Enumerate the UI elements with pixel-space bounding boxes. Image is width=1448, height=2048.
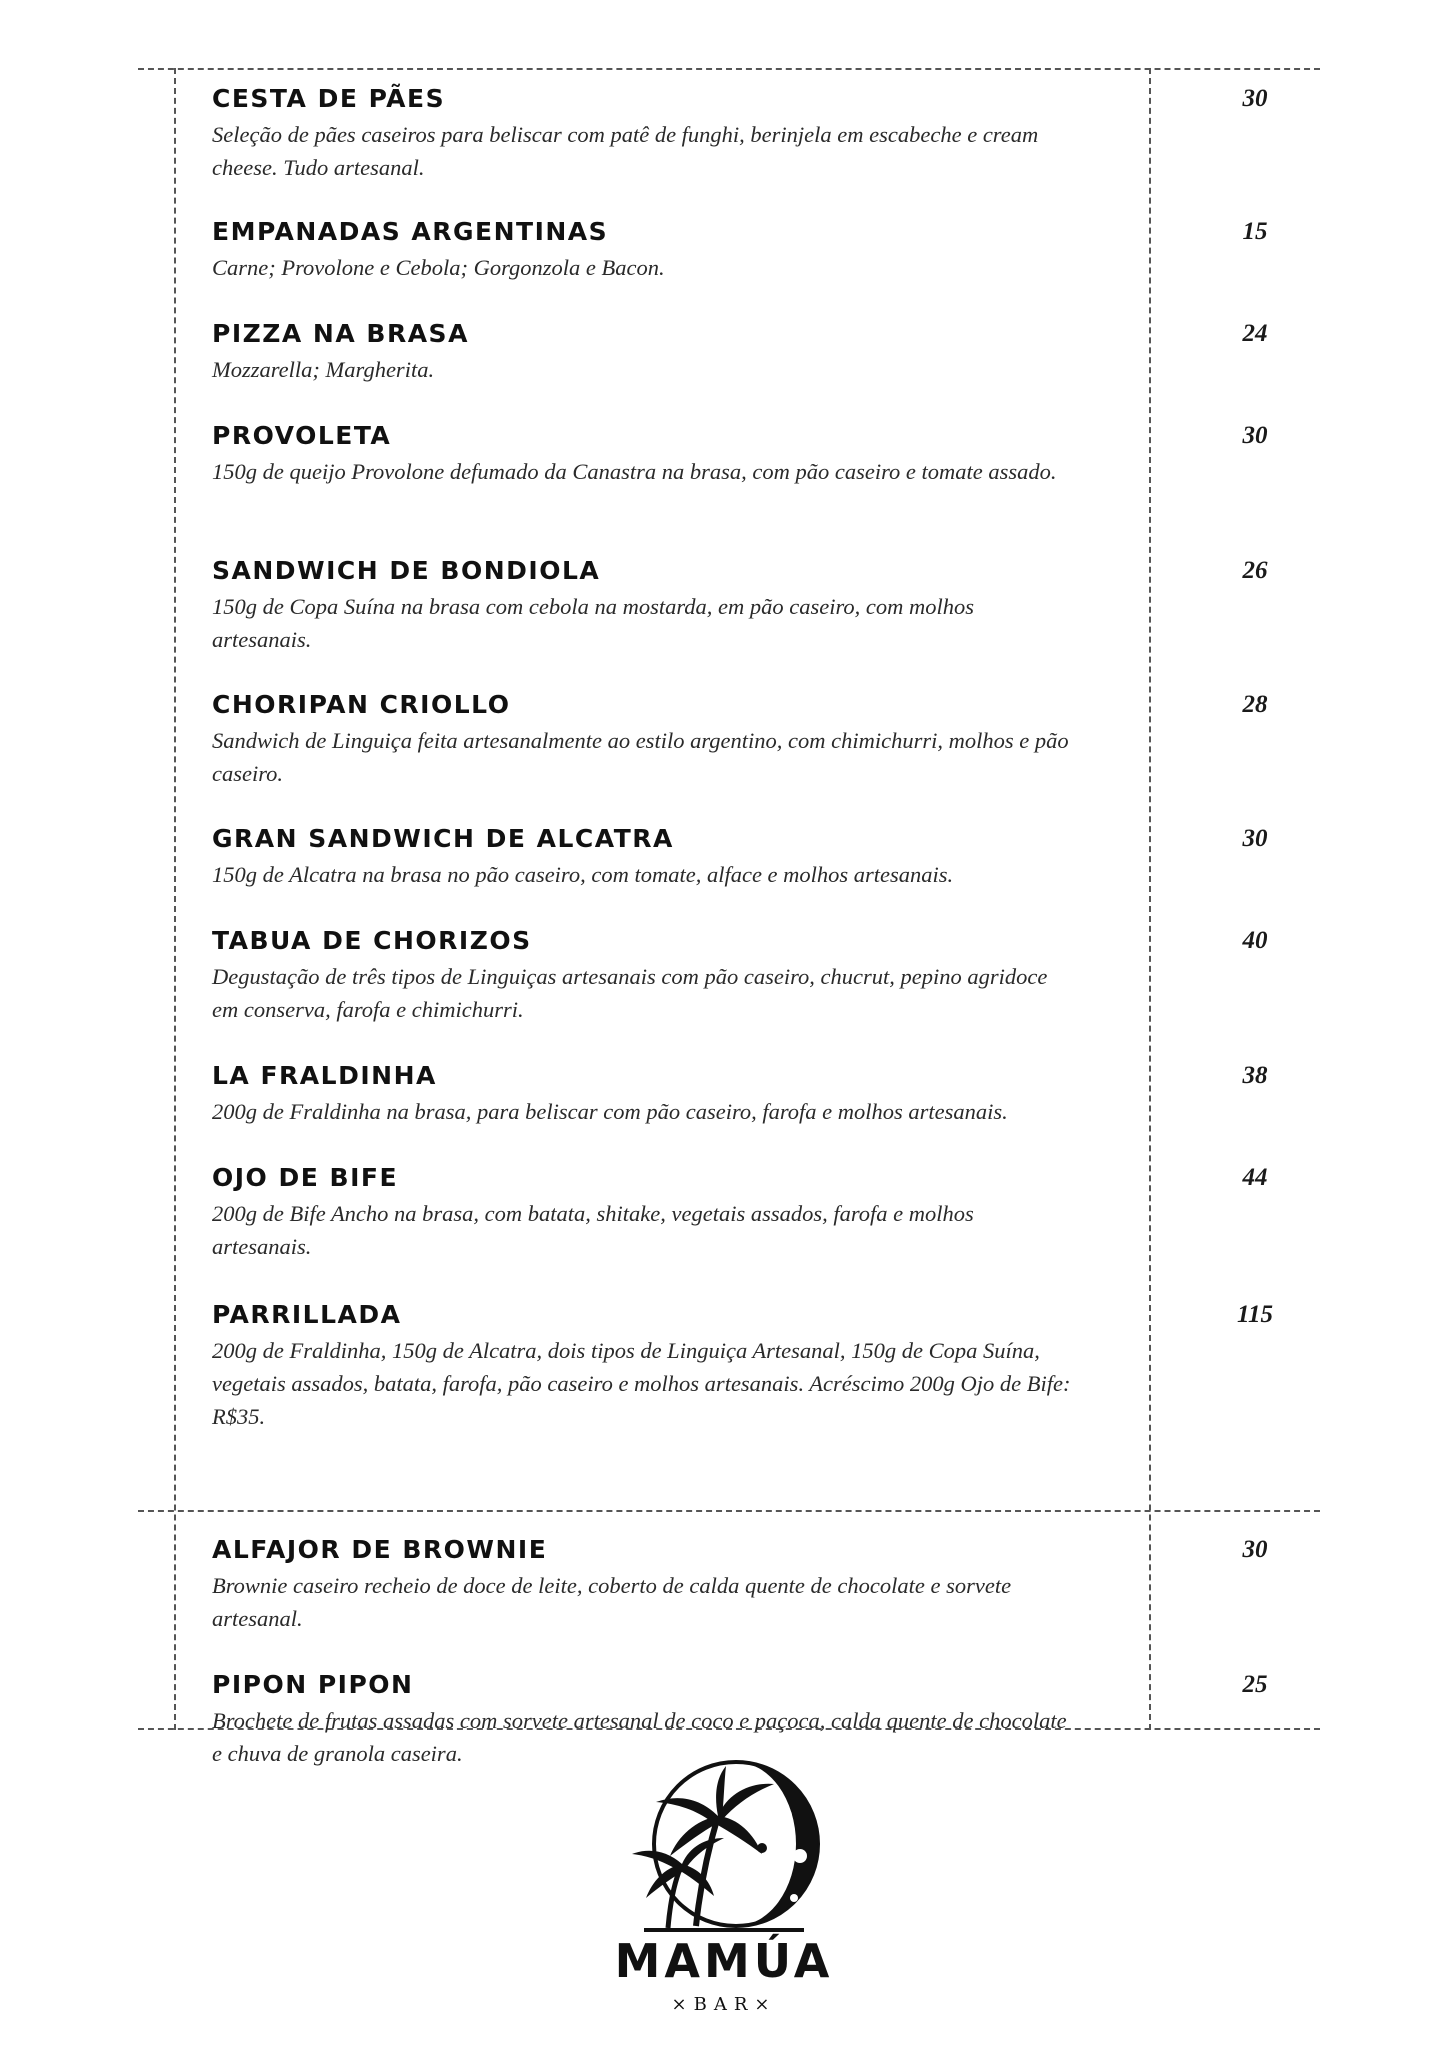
item-price: 15 [1242,218,1268,245]
item-price: 115 [1236,1301,1274,1328]
moon-palm-icon [604,1758,844,1938]
item-price: 30 [1242,85,1268,112]
item-name: EMPANADAS ARGENTINAS [212,217,609,246]
item-description: 150g de Alcatra na brasa no pão caseiro, com tomate, alface e molhos artesanais. [212,862,954,887]
item-description: 200g de Fraldinha na brasa, para beliscar com pão caseiro, farofa e molhos artesanais. [212,1099,1008,1124]
item-description: 150g de Copa Suína na brasa com cebola na mostarda, em pão caseiro, com molhos artesanais. [212,594,975,652]
item-description: Sandwich de Linguiça feita artesanalmente ao estilo argentino, com chimichurri, molhos e pão caseiro. [212,728,1069,786]
item-name: CHORIPAN CRIOLLO [212,690,511,719]
item-price: 30 [1242,1536,1268,1563]
section-divider [138,1510,1320,1512]
logo-wordmark: MAMÚA [614,1934,834,1988]
item-price: 24 [1242,320,1268,347]
item-name: GRAN SANDWICH DE ALCATRA [212,824,674,853]
item-description: Degustação de três tipos de Linguiças artesanais com pão caseiro, chucrut, pepino agridoce em conserva, farofa e chimichurri. [212,964,1048,1022]
item-description: Carne; Provolone e Cebola; Gorgonzola e Bacon. [212,255,665,280]
item-name: OJO DE BIFE [212,1163,399,1192]
item-name: PROVOLETA [212,421,392,450]
item-description: Seleção de pães caseiros para beliscar com patê de funghi, berinjela em escabeche e cream cheese. Tudo artesanal. [212,122,1039,180]
item-price: 38 [1242,1062,1268,1089]
menu-frame [138,68,1320,1766]
mamua-bar-logo [604,1758,844,2028]
logo-subtitle: ×BAR× [671,1994,777,2015]
item-name: PARRILLADA [212,1300,402,1329]
item-name: TABUA DE CHORIZOS [212,926,532,955]
item-description: 200g de Fraldinha, 150g de Alcatra, dois tipos de Linguiça Artesanal, 150g de Copa Suína, vegetais assados, batata, farofa, pão caseiro e molhos artesanais. Acréscimo 200g Ojo de Bife: R$35. [212,1338,1071,1429]
left-column-divider [174,68,176,1730]
item-price: 44 [1242,1164,1268,1191]
top-divider [138,68,1320,70]
item-description: 200g de Bife Ancho na brasa, com batata, shitake, vegetais assados, farofa e molhos artesanais. [212,1201,974,1259]
item-description: Brownie caseiro recheio de doce de leite, coberto de calda quente de chocolate e sorvete artesanal. [212,1573,1012,1631]
item-price: 30 [1242,825,1268,852]
item-description: Brochete de frutas assadas com sorvete artesanal de coco e paçoca, calda quente de chocolate e chuva de granola caseira. [212,1708,1067,1766]
item-description: 150g de queijo Provolone defumado da Canastra na brasa, com pão caseiro e tomate assado. [212,459,1057,484]
item-price: 30 [1242,422,1268,449]
item-description: Mozzarella; Margherita. [212,357,435,382]
item-price: 26 [1242,557,1268,584]
item-name: CESTA DE PÃES [212,84,446,113]
item-name: PIPON PIPON [212,1670,414,1699]
price-column-divider [1149,68,1151,1730]
item-price: 40 [1242,927,1268,954]
item-name: LA FRALDINHA [212,1061,437,1090]
item-name: SANDWICH DE BONDIOLA [212,556,601,585]
item-price: 28 [1242,691,1268,718]
item-name: PIZZA NA BRASA [212,319,469,348]
item-price: 25 [1242,1671,1268,1698]
item-name: ALFAJOR DE BROWNIE [212,1535,548,1564]
